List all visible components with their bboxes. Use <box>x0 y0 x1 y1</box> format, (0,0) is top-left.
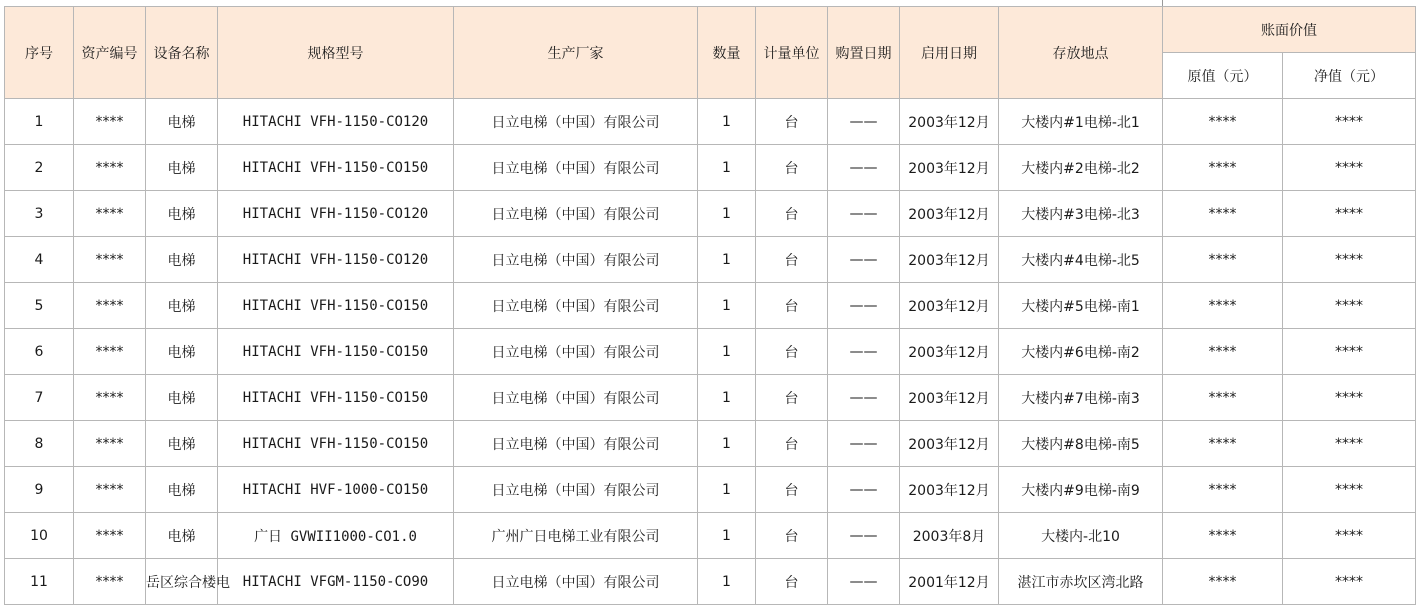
cell-manufacturer[interactable]: 日立电梯（中国）有限公司 <box>454 375 698 421</box>
cell-purchase-date[interactable]: —— <box>828 145 900 191</box>
cell-manufacturer[interactable]: 日立电梯（中国）有限公司 <box>454 237 698 283</box>
table-row <box>5 283 1416 329</box>
cell-device-name[interactable]: 电梯 <box>146 329 218 375</box>
cell-manufacturer[interactable]: 日立电梯（中国）有限公司 <box>454 421 698 467</box>
cell-location[interactable]: 大楼内#8电梯-南5 <box>999 421 1163 467</box>
cell-net-value[interactable]: **** <box>1283 99 1416 145</box>
cell-net-value[interactable]: **** <box>1283 559 1416 605</box>
cell-original-value[interactable]: **** <box>1163 329 1283 375</box>
cell-asset-no[interactable]: **** <box>74 145 146 191</box>
cell-quantity[interactable]: 1 <box>698 375 756 421</box>
cell-unit[interactable]: 台 <box>756 99 828 145</box>
header-row <box>5 7 1416 53</box>
cell-spec-model[interactable]: HITACHI VFGM-1150-CO90 <box>218 559 454 605</box>
cell-location[interactable]: 大楼内#7电梯-南3 <box>999 375 1163 421</box>
cell-net-value[interactable]: **** <box>1283 467 1416 513</box>
cell-asset-no[interactable]: **** <box>74 329 146 375</box>
header-spec-model[interactable]: 规格型号 <box>218 7 454 99</box>
cell-quantity[interactable]: 1 <box>698 99 756 145</box>
table-row <box>5 513 1416 559</box>
cell-location[interactable]: 大楼内#3电梯-北3 <box>999 191 1163 237</box>
cell-seq[interactable]: 1 <box>5 99 74 145</box>
cell-device-name[interactable]: 电梯 <box>146 467 218 513</box>
header-net-value[interactable]: 净值（元） <box>1283 53 1416 99</box>
cell-start-date[interactable]: 2001年12月 <box>900 559 999 605</box>
cell-device-name[interactable]: 电梯 <box>146 145 218 191</box>
cell-unit[interactable]: 台 <box>756 283 828 329</box>
cell-original-value[interactable]: **** <box>1163 559 1283 605</box>
cell-original-value[interactable]: **** <box>1163 99 1283 145</box>
header-asset-no[interactable]: 资产编号 <box>74 7 146 99</box>
cell-purchase-date[interactable]: —— <box>828 375 900 421</box>
cell-manufacturer[interactable]: 日立电梯（中国）有限公司 <box>454 283 698 329</box>
cell-original-value[interactable]: **** <box>1163 237 1283 283</box>
cell-quantity[interactable]: 1 <box>698 145 756 191</box>
cell-device-name[interactable]: 电梯 <box>146 375 218 421</box>
header-original-value[interactable]: 原值（元） <box>1163 53 1283 99</box>
cell-original-value[interactable]: **** <box>1163 283 1283 329</box>
cell-device-name[interactable]: 电梯 <box>146 191 218 237</box>
table-row <box>5 375 1416 421</box>
header-seq[interactable]: 序号 <box>5 7 74 99</box>
cell-seq[interactable]: 11 <box>5 559 74 605</box>
cell-device-name[interactable]: 电梯 <box>146 237 218 283</box>
cell-quantity[interactable]: 1 <box>698 329 756 375</box>
cell-location[interactable]: 大楼内#2电梯-北2 <box>999 145 1163 191</box>
cell-quantity[interactable]: 1 <box>698 237 756 283</box>
cell-spec-model[interactable]: HITACHI VFH-1150-CO150 <box>218 375 454 421</box>
cell-asset-no[interactable]: **** <box>74 421 146 467</box>
cell-purchase-date[interactable]: —— <box>828 421 900 467</box>
cell-original-value[interactable]: **** <box>1163 467 1283 513</box>
cell-seq[interactable]: 4 <box>5 237 74 283</box>
cell-purchase-date[interactable]: —— <box>828 191 900 237</box>
cell-net-value[interactable]: **** <box>1283 513 1416 559</box>
cell-spec-model[interactable]: HITACHI VFH-1150-CO150 <box>218 283 454 329</box>
cell-location[interactable]: 大楼内-北10 <box>999 513 1163 559</box>
cell-location[interactable]: 大楼内#5电梯-南1 <box>999 283 1163 329</box>
cell-net-value[interactable]: **** <box>1283 283 1416 329</box>
cell-purchase-date[interactable]: —— <box>828 237 900 283</box>
cell-device-name[interactable]: 电梯 <box>146 99 218 145</box>
cell-location[interactable]: 大楼内#4电梯-北5 <box>999 237 1163 283</box>
cell-purchase-date[interactable]: —— <box>828 559 900 605</box>
cell-manufacturer[interactable]: 日立电梯（中国）有限公司 <box>454 191 698 237</box>
cell-manufacturer[interactable]: 日立电梯（中国）有限公司 <box>454 329 698 375</box>
header-book-value[interactable]: 账面价值 <box>1163 7 1416 53</box>
cell-spec-model[interactable]: HITACHI VFH-1150-CO120 <box>218 191 454 237</box>
cell-manufacturer[interactable]: 日立电梯（中国）有限公司 <box>454 145 698 191</box>
cell-quantity[interactable]: 1 <box>698 513 756 559</box>
cell-seq[interactable]: 5 <box>5 283 74 329</box>
cell-spec-model[interactable]: HITACHI HVF-1000-CO150 <box>218 467 454 513</box>
asset-table <box>4 6 1416 605</box>
cell-purchase-date[interactable]: —— <box>828 283 900 329</box>
cell-quantity[interactable]: 1 <box>698 467 756 513</box>
cell-location[interactable]: 大楼内#9电梯-南9 <box>999 467 1163 513</box>
cell-location[interactable]: 湛江市赤坎区湾北路 <box>999 559 1163 605</box>
table-row <box>5 145 1416 191</box>
cell-location[interactable]: 大楼内#1电梯-北1 <box>999 99 1163 145</box>
table-row <box>5 559 1416 605</box>
cell-seq[interactable]: 10 <box>5 513 74 559</box>
cell-manufacturer[interactable]: 广州广日电梯工业有限公司 <box>454 513 698 559</box>
cell-original-value[interactable]: **** <box>1163 375 1283 421</box>
cell-start-date[interactable]: 2003年12月 <box>900 145 999 191</box>
cell-start-date[interactable]: 2003年12月 <box>900 99 999 145</box>
cell-asset-no[interactable]: **** <box>74 467 146 513</box>
cell-start-date[interactable]: 2003年12月 <box>900 283 999 329</box>
cell-net-value[interactable]: **** <box>1283 375 1416 421</box>
cell-start-date[interactable]: 2003年12月 <box>900 191 999 237</box>
cell-device-name[interactable]: 电梯 <box>146 283 218 329</box>
cell-start-date[interactable]: 2003年8月 <box>900 513 999 559</box>
cell-device-name[interactable]: 岳区综合楼电 <box>146 559 218 605</box>
cell-original-value[interactable]: **** <box>1163 421 1283 467</box>
cell-original-value[interactable]: **** <box>1163 145 1283 191</box>
cell-asset-no[interactable]: **** <box>74 559 146 605</box>
cell-unit[interactable]: 台 <box>756 191 828 237</box>
cell-quantity[interactable]: 1 <box>698 559 756 605</box>
cell-quantity[interactable]: 1 <box>698 191 756 237</box>
cell-asset-no[interactable]: **** <box>74 99 146 145</box>
cell-unit[interactable]: 台 <box>756 467 828 513</box>
cell-device-name[interactable]: 电梯 <box>146 421 218 467</box>
cell-seq[interactable]: 7 <box>5 375 74 421</box>
cell-manufacturer[interactable]: 日立电梯（中国）有限公司 <box>454 99 698 145</box>
cell-net-value[interactable]: **** <box>1283 237 1416 283</box>
cell-seq[interactable]: 8 <box>5 421 74 467</box>
cell-unit[interactable]: 台 <box>756 559 828 605</box>
table-row <box>5 99 1416 145</box>
cell-quantity[interactable]: 1 <box>698 283 756 329</box>
header-start-date[interactable]: 启用日期 <box>900 7 999 99</box>
cell-quantity[interactable]: 1 <box>698 421 756 467</box>
table-row <box>5 421 1416 467</box>
header-device-name[interactable]: 设备名称 <box>146 7 218 99</box>
cell-spec-model[interactable]: HITACHI VFH-1150-CO150 <box>218 145 454 191</box>
header-location[interactable]: 存放地点 <box>999 7 1163 99</box>
cell-spec-model[interactable]: 广日 GVWII1000-CO1.0 <box>218 513 454 559</box>
cell-manufacturer[interactable]: 日立电梯（中国）有限公司 <box>454 559 698 605</box>
cell-seq[interactable]: 9 <box>5 467 74 513</box>
cell-device-name[interactable]: 电梯 <box>146 513 218 559</box>
table-row <box>5 329 1416 375</box>
cell-unit[interactable]: 台 <box>756 513 828 559</box>
cell-net-value[interactable]: **** <box>1283 329 1416 375</box>
cell-purchase-date[interactable]: —— <box>828 99 900 145</box>
cell-unit[interactable]: 台 <box>756 329 828 375</box>
cell-purchase-date[interactable]: —— <box>828 467 900 513</box>
table-row <box>5 191 1416 237</box>
cell-net-value[interactable]: **** <box>1283 421 1416 467</box>
cell-spec-model[interactable]: HITACHI VFH-1150-CO150 <box>218 329 454 375</box>
cell-asset-no[interactable]: **** <box>74 513 146 559</box>
header-purchase-date[interactable]: 购置日期 <box>828 7 900 99</box>
cell-original-value[interactable]: **** <box>1163 191 1283 237</box>
cell-unit[interactable]: 台 <box>756 237 828 283</box>
cell-original-value[interactable]: **** <box>1163 513 1283 559</box>
cell-spec-model[interactable]: HITACHI VFH-1150-CO150 <box>218 421 454 467</box>
cell-start-date[interactable]: 2003年12月 <box>900 421 999 467</box>
cell-asset-no[interactable]: **** <box>74 237 146 283</box>
cell-purchase-date[interactable]: —— <box>828 513 900 559</box>
header-unit[interactable]: 计量单位 <box>756 7 828 99</box>
cell-spec-model[interactable]: HITACHI VFH-1150-CO120 <box>218 237 454 283</box>
cell-seq[interactable]: 2 <box>5 145 74 191</box>
header-quantity[interactable]: 数量 <box>698 7 756 99</box>
cell-seq[interactable]: 3 <box>5 191 74 237</box>
cell-asset-no[interactable]: **** <box>74 375 146 421</box>
table-row <box>5 467 1416 513</box>
cell-seq[interactable]: 6 <box>5 329 74 375</box>
cell-purchase-date[interactable]: —— <box>828 329 900 375</box>
cell-asset-no[interactable]: **** <box>74 191 146 237</box>
cell-manufacturer[interactable]: 日立电梯（中国）有限公司 <box>454 467 698 513</box>
cell-spec-model[interactable]: HITACHI VFH-1150-CO120 <box>218 99 454 145</box>
cell-start-date[interactable]: 2003年12月 <box>900 375 999 421</box>
cell-location[interactable]: 大楼内#6电梯-南2 <box>999 329 1163 375</box>
cell-asset-no[interactable]: **** <box>74 283 146 329</box>
cell-unit[interactable]: 台 <box>756 375 828 421</box>
cell-net-value[interactable]: **** <box>1283 145 1416 191</box>
cell-net-value[interactable]: **** <box>1283 191 1416 237</box>
cell-start-date[interactable]: 2003年12月 <box>900 329 999 375</box>
cell-unit[interactable]: 台 <box>756 421 828 467</box>
header-manufacturer[interactable]: 生产厂家 <box>454 7 698 99</box>
cell-unit[interactable]: 台 <box>756 145 828 191</box>
cell-start-date[interactable]: 2003年12月 <box>900 237 999 283</box>
cell-start-date[interactable]: 2003年12月 <box>900 467 999 513</box>
table-row <box>5 237 1416 283</box>
